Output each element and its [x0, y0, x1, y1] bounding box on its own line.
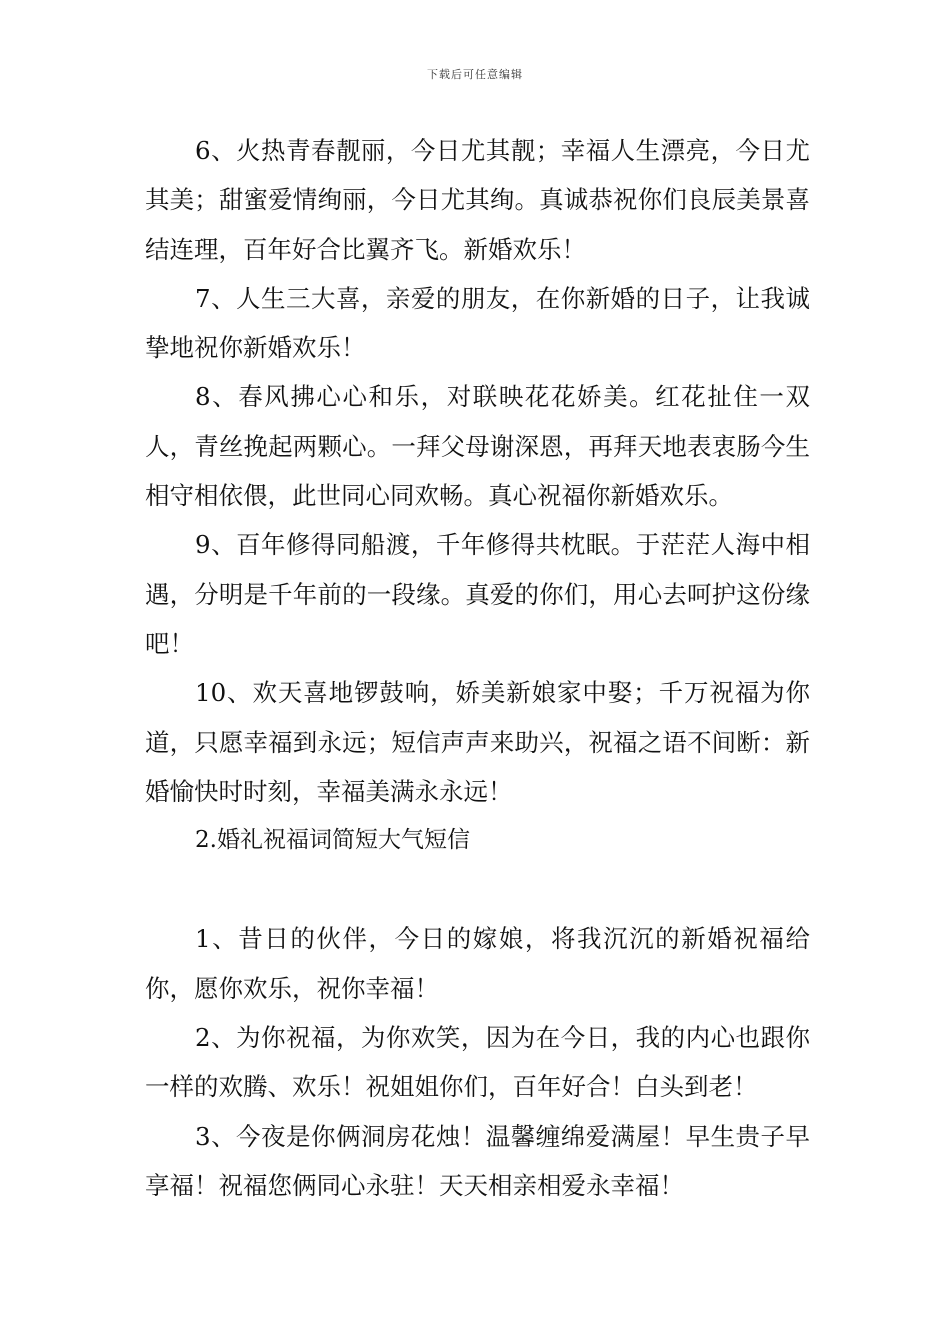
- paragraph-b-1: 1、昔日的伙伴，今日的嫁娘，将我沉沉的新婚祝福给你，愿你欢乐，祝你幸福！: [145, 924, 810, 1003]
- paragraph-6: 6、火热青春靓丽，今日尤其靓；幸福人生漂亮，今日尤其美；甜蜜爱情绚丽，今日尤其绚。真诚恭祝你们良辰美景喜结连理，百年好合比翼齐飞。新婚欢乐！: [145, 136, 810, 264]
- paragraph-8: 8、春风拂心心和乐，对联映花花娇美。红花扯住一双人，青丝挽起两颗心。一拜父母谢深恩，再拜天地表衷肠今生相守相依偎，此世同心同欢畅。真心祝福你新婚欢乐。: [145, 382, 810, 511]
- section-heading: 2.婚礼祝福词简短大气短信: [195, 827, 470, 854]
- paragraph-b-2: 2、为你祝福，为你欢笑，因为在今日，我的内心也跟你一样的欢腾、欢乐！祝姐姐你们，百年好合！白头到老！: [145, 1023, 810, 1102]
- paragraph-10: 10、欢天喜地锣鼓响，娇美新娘家中娶；千万祝福为你道，只愿幸福到永远；短信声声来助兴，祝福之语不间断：新婚愉快时时刻，幸福美满永永远！: [145, 678, 810, 806]
- page-header: 下载后可任意编辑: [427, 68, 523, 81]
- paragraph-9: 9、百年修得同船渡，千年修得共枕眠。于茫茫人海中相遇，分明是千年前的一段缘。真爱的你们，用心去呵护这份缘吧！: [145, 530, 810, 658]
- document-body: [145, 126, 810, 1210]
- spacer: [145, 865, 810, 914]
- paragraph-7: 7、人生三大喜，亲爱的朋友，在你新婚的日子，让我诚挚地祝你新婚欢乐！: [145, 283, 810, 363]
- paragraph-b-3: 3、今夜是你俩洞房花烛！温馨缠绵爱满屋！早生贵子早享福！祝福您俩同心永驻！天天相亲相爱永幸福！: [145, 1121, 810, 1200]
